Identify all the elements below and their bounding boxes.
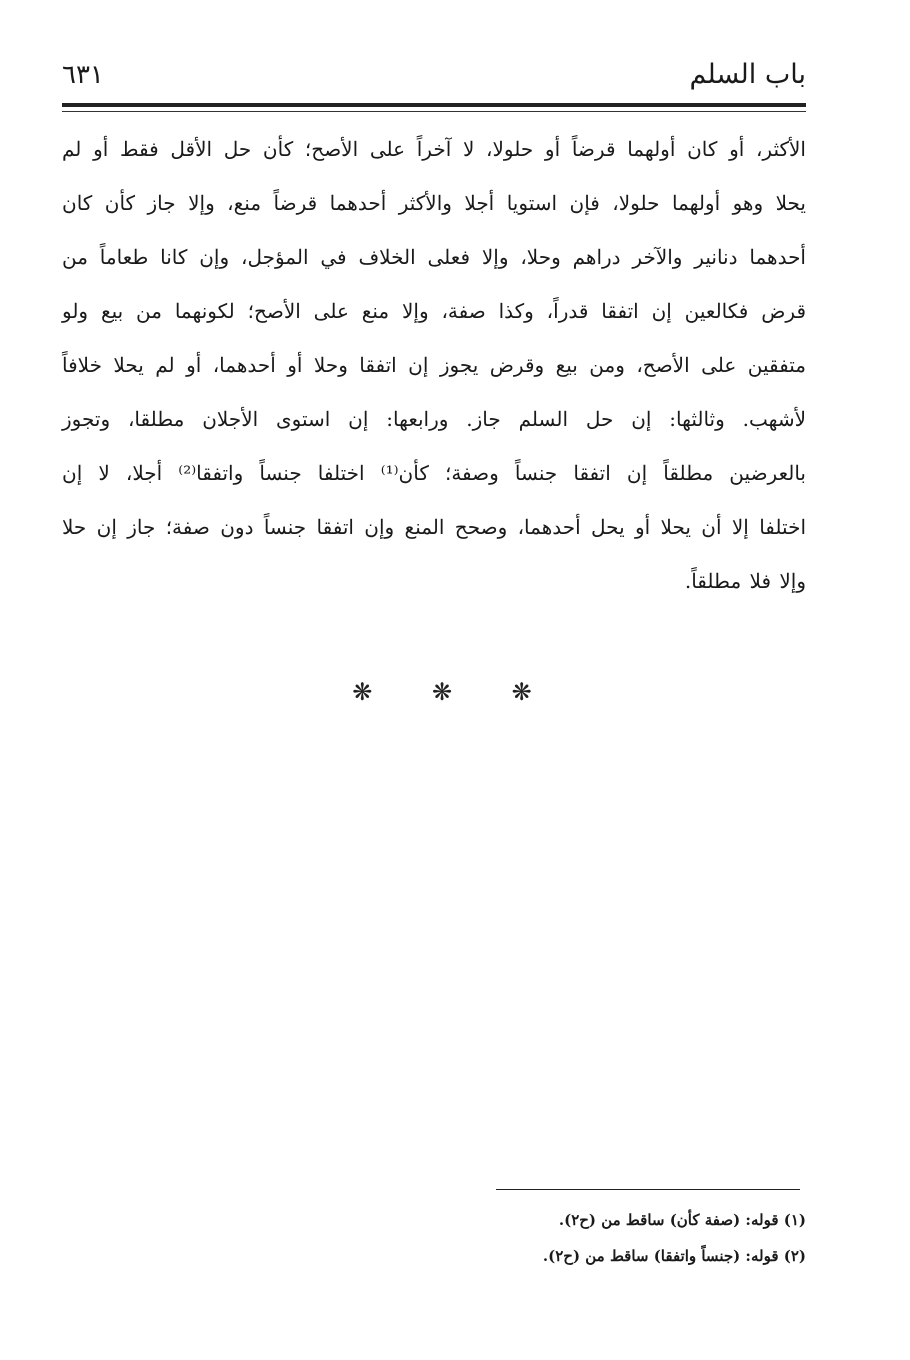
text-line: لأشهب. وثالثها: إن حل السلم جاز. ورابعها: إن استوى الأجلان مطلقا، وتجوز	[62, 407, 806, 431]
section-separator-asterisks: ❋ ❋ ❋	[352, 678, 558, 706]
text-line: أحدهما دنانير والآخر دراهم وحلا، وإلا فعلى الخلاف في المؤجل، وإن كانا طعاماً من	[62, 245, 806, 269]
text-line: يحلا وهو أولهما حلولا، فإن استويا أجلا والأكثر أحدهما قرضاً منع، وإلا جاز كأن كان	[62, 191, 806, 215]
text-line: قرض فكالعين إن اتفقا قدراً، وكذا صفة، وإلا منع على الأصح؛ لكونهما من بيع ولو	[62, 299, 806, 323]
page-header	[62, 52, 806, 96]
header-rule-thin	[62, 111, 806, 112]
chapter-title: باب السلم	[689, 59, 806, 90]
header-rule-thick	[62, 103, 806, 107]
main-text	[62, 122, 806, 608]
text-line: متفقين على الأصح، ومن بيع وقرض يجوز إن اتفقا وحلا أو أحدهما، أو لم يحلا خلافاً	[62, 353, 806, 377]
footnotes	[62, 1202, 806, 1274]
text-line: وإلا فلا مطلقاً.	[684, 569, 806, 593]
page-number: ٦٣١	[62, 60, 104, 90]
text-line: اختلفا إلا أن يحلا أو يحل أحدهما، وصحح المنع وإن اتفقا جنساً دون صفة؛ جاز إن حلا	[62, 515, 806, 539]
footnote-1: (١) قوله: (صفة كأن) ساقط من (ح٢).	[558, 1211, 806, 1229]
footnote-2: (٢) قوله: (جنساً واتفقا) ساقط من (ح٢).	[542, 1247, 806, 1265]
text-line: بالعرضين مطلقاً إن اتفقا جنساً وصفة؛ كأن⁽¹⁾ اختلفا جنساً واتفقا⁽²⁾ أجلا، لا إن	[62, 461, 806, 485]
footnote-rule	[496, 1189, 800, 1190]
text-line: الأكثر، أو كان أولهما قرضاً أو حلولا، لا آخراً على الأصح؛ كأن حل الأقل فقط أو لم	[62, 137, 806, 161]
